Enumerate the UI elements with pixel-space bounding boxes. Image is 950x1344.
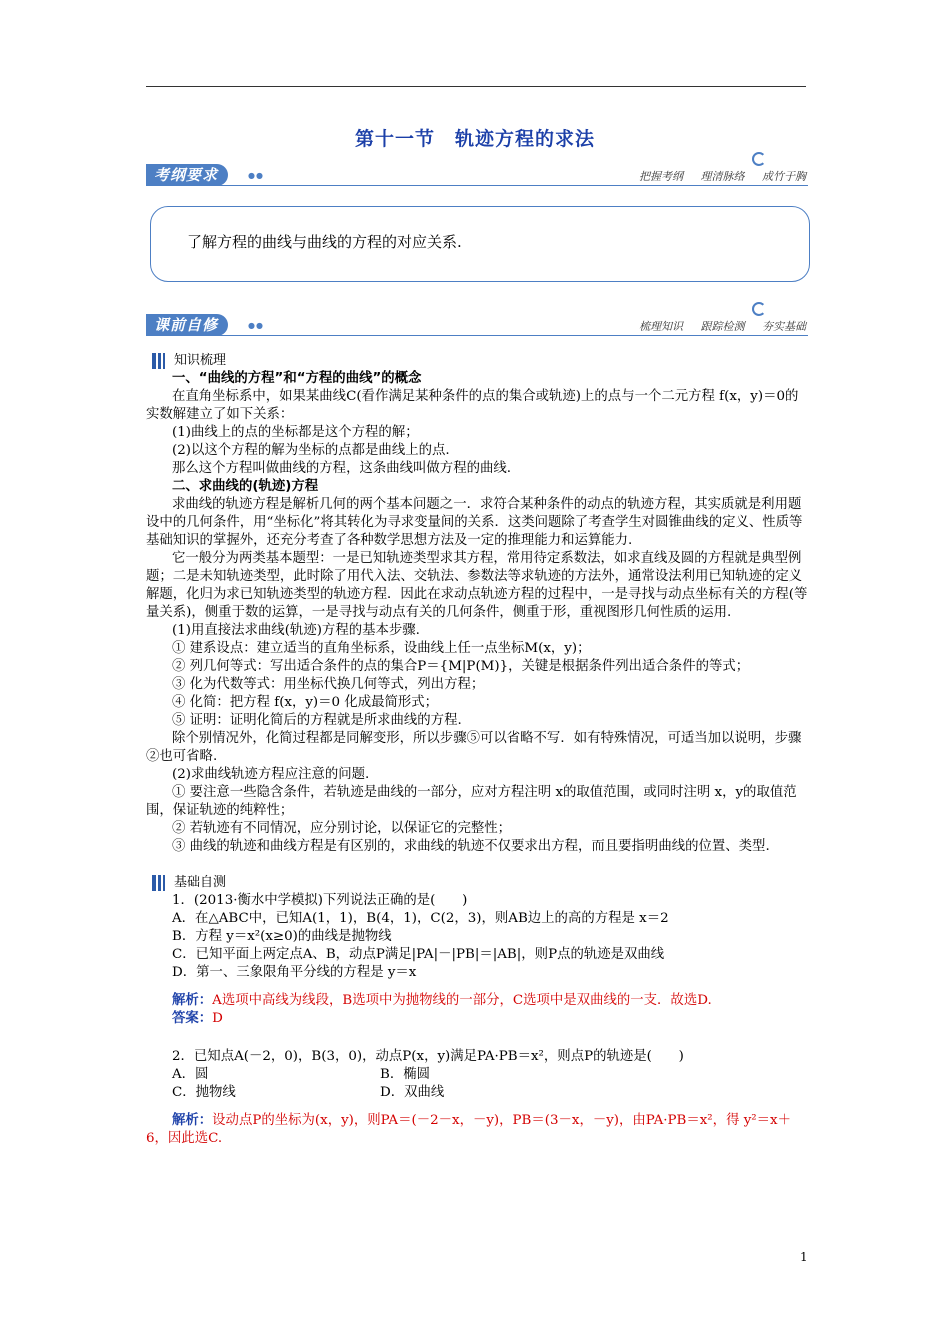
paragraph: (1)曲线上的点的坐标都是这个方程的解；: [172, 425, 419, 440]
banner-dots: ●●: [248, 171, 264, 180]
slogan: 跟踪检测: [700, 320, 745, 333]
main-content: [146, 352, 810, 1148]
option-b: B．椭圆: [380, 1067, 431, 1082]
paragraph: ① 要注意一些隐含条件，若轨迹是曲线的一部分，应对方程注明 x的取值范围，或同时注明 x，y的取值范围，保证轨迹的纯粹性；: [146, 785, 797, 818]
answer-1: 答案：D: [172, 1011, 223, 1026]
slogan: 梳理知识: [639, 320, 683, 333]
page-number: 1: [800, 1250, 808, 1264]
requirement-text: 了解方程的曲线与曲线的方程的对应关系.: [187, 233, 462, 251]
question-1: 1．(2013·衡水中学模拟)下列说法正确的是( ): [172, 893, 468, 908]
option-a: A．圆: [172, 1067, 209, 1082]
paragraph: 那么这个方程叫做曲线的方程，这条曲线叫做方程的曲线.: [172, 461, 512, 476]
section-bar-icon: [152, 875, 168, 891]
solution-2: 解析：设动点P的坐标为(x，y)，则PA＝(－2－x，－y)，PB＝(3－x，－y)，由PA·PB＝x²，得 y²＝x＋6，因此选C.: [146, 1113, 791, 1146]
slogan: 成竹于胸: [762, 170, 806, 183]
banner-slogans: [625, 168, 806, 184]
slogan: 夯实基础: [762, 320, 806, 333]
paragraph: 除个别情况外，化简过程都是同解变形，所以步骤⑤可以省略不写．如有特殊情况，可适当加以说明，步骤②也可省略.: [146, 731, 802, 764]
option-b: B．方程 y＝x²(x≥0)的曲线是抛物线: [172, 929, 392, 944]
paragraph: ③ 曲线的轨迹和曲线方程是有区别的，求曲线的轨迹不仅要求出方程，而且要指明曲线的位置、类型.: [172, 839, 770, 854]
section-heading-selftest: 基础自测: [146, 874, 810, 892]
paragraph: (2)以这个方程的解为坐标的点都是曲线上的点.: [172, 443, 450, 458]
subheading: 一、“曲线的方程”和“方程的曲线”的概念: [172, 371, 422, 386]
banner-exam-requirements: [146, 164, 808, 186]
paragraph: ② 列几何等式：写出适合条件的点的集合P＝{M|P(M)}，关键是根据条件列出适合条件的等式；: [172, 659, 750, 674]
banner-tag: 考纲要求: [146, 164, 228, 186]
paragraph: ① 建系设点：建立适当的直角坐标系，设曲线上任一点坐标M(x，y)；: [172, 641, 591, 656]
question-2: 2．已知点A(－2，0)，B(3，0)，动点P(x，y)满足PA·PB＝x²，则点P的轨迹是( ): [172, 1049, 684, 1064]
banner-slogans: [625, 318, 806, 334]
swirl-icon: [752, 302, 766, 316]
paragraph: (1)用直接法求曲线(轨迹)方程的基本步骤.: [172, 623, 420, 638]
paragraph: ③ 化为代数等式：用坐标代换几何等式，列出方程；: [172, 677, 485, 692]
option-c: C．抛物线: [172, 1085, 236, 1100]
banner-preview-study: [146, 314, 808, 336]
swirl-icon: [752, 152, 766, 166]
paragraph: ⑤ 证明：证明化简后的方程就是所求曲线的方程.: [172, 713, 462, 728]
section-bar-icon: [152, 353, 168, 369]
banner-rule: [146, 335, 808, 336]
subheading: 二、求曲线的(轨迹)方程: [172, 479, 319, 494]
banner-dots: ●●: [248, 321, 264, 330]
paragraph: 在直角坐标系中，如果某曲线C(看作满足某种条件的点的集合或轨迹)上的点与一个二元方程 f(x，y)＝0的实数解建立了如下关系：: [146, 389, 799, 422]
paragraph: (2)求曲线轨迹方程应注意的问题.: [172, 767, 370, 782]
options-row: [146, 1084, 810, 1102]
section-heading-knowledge: 知识梳理: [146, 352, 810, 370]
paragraph: ④ 化简：把方程 f(x，y)＝0 化成最简形式；: [172, 695, 439, 710]
options-row: [146, 1066, 810, 1084]
slogan: 把握考纲: [639, 170, 683, 183]
slogan: 理清脉络: [700, 170, 745, 183]
paragraph: 求曲线的轨迹方程是解析几何的两个基本问题之一．求符合某种条件的动点的轨迹方程，其实质就是利用题设中的几何条件，用“坐标化”将其转化为寻求变量间的关系．这类问题除了考查学生对圆锥曲线的定义、性质等基础知识的掌握外，还充分考查了各种数学思想方法及一定的推理能力和运算能力.: [146, 497, 803, 548]
requirement-box: [150, 206, 810, 282]
paragraph: ② 若轨迹有不同情况，应分别讨论，以保证它的完整性；: [172, 821, 512, 836]
page-title: 第十一节 轨迹方程的求法: [354, 128, 595, 150]
header-rule: [146, 86, 806, 87]
option-c: C．已知平面上两定点A、B，动点P满足|PA|－|PB|＝|AB|，则P点的轨迹是双曲线: [172, 947, 665, 962]
paragraph: 它一般分为两类基本题型：一是已知轨迹类型求其方程，常用待定系数法，如求直线及圆的方程就是典型例题；二是未知轨迹类型，此时除了用代入法、交轨法、参数法等求轨迹的方法外，通常设法利用已知轨迹的定义解题，化归为求已知轨迹类型的轨迹方程．因此在求动点轨迹方程的过程中，一是寻找与动点坐标有关的方程(等量关系)，侧重于数的运算，一是寻找与动点有关的几何条件，侧重于形，重视图形几何性质的运用.: [146, 551, 808, 620]
banner-tag: 课前自修: [146, 314, 228, 336]
banner-rule: [146, 185, 808, 186]
option-a: A．在△ABC中，已知A(1，1)，B(4，1)，C(2，3)，则AB边上的高的方程是 x＝2: [172, 911, 669, 926]
solution-1: 解析：A选项中高线为线段，B选项中为抛物线的一部分，C选项中是双曲线的一支．故选D.: [172, 993, 712, 1008]
option-d: D．双曲线: [380, 1085, 445, 1100]
option-d: D．第一、三象限角平分线的方程是 y＝x: [172, 965, 417, 980]
